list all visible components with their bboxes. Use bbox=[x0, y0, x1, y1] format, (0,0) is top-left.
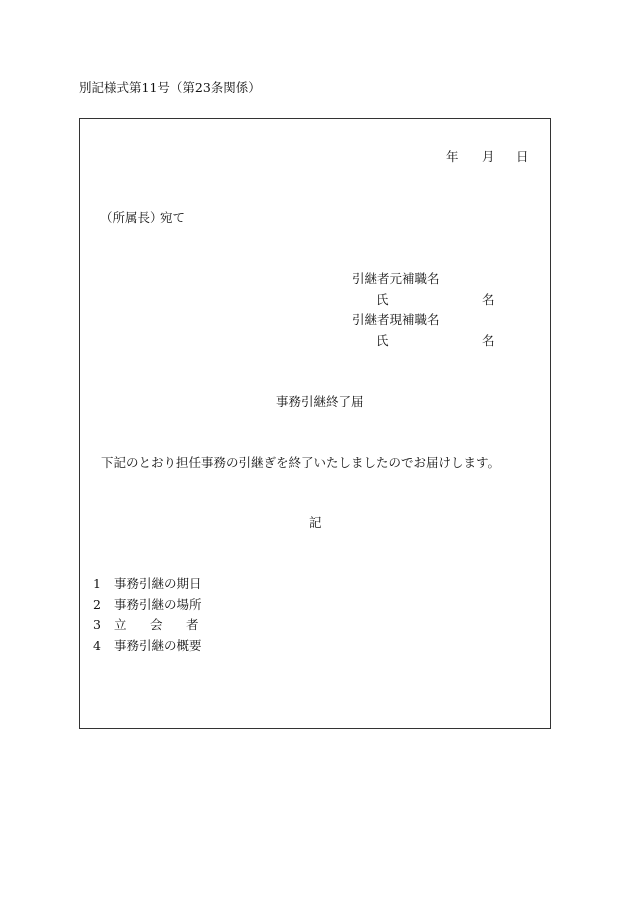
date-year-label: 年 bbox=[446, 149, 459, 164]
item-label-part: 会 bbox=[150, 617, 163, 632]
item-number: 1 bbox=[93, 576, 101, 591]
date-day-label: 日 bbox=[516, 149, 529, 164]
item-number: 4 bbox=[93, 638, 101, 653]
addressee-suffix: 宛て bbox=[160, 210, 186, 225]
former-position-label: 引継者元補職名 bbox=[352, 271, 440, 286]
document-title: 事務引継終了届 bbox=[276, 394, 364, 409]
name-label-right: 名 bbox=[482, 292, 495, 307]
body-text: 下記のとおり担任事務の引継ぎを終了いたしましたのでお届けします。 bbox=[101, 455, 501, 470]
date-month-label: 月 bbox=[482, 149, 495, 164]
form-reference: 別記様式第11号（第23条関係） bbox=[79, 80, 261, 95]
current-position-label: 引継者現補職名 bbox=[352, 312, 440, 327]
item-label: 事務引継の場所 bbox=[114, 597, 202, 612]
name-label-left: 氏 bbox=[376, 333, 389, 348]
item-label: 事務引継の概要 bbox=[114, 638, 202, 653]
item-label-part: 立 bbox=[114, 617, 127, 632]
item-number: 3 bbox=[93, 617, 101, 632]
ki-label: 記 bbox=[309, 515, 322, 530]
name-label-right: 名 bbox=[482, 333, 495, 348]
name-label-left: 氏 bbox=[376, 292, 389, 307]
item-label-part: 者 bbox=[186, 617, 199, 632]
item-number: 2 bbox=[93, 597, 101, 612]
addressee-office: （所属長） bbox=[100, 210, 163, 225]
item-label: 事務引継の期日 bbox=[114, 576, 202, 591]
